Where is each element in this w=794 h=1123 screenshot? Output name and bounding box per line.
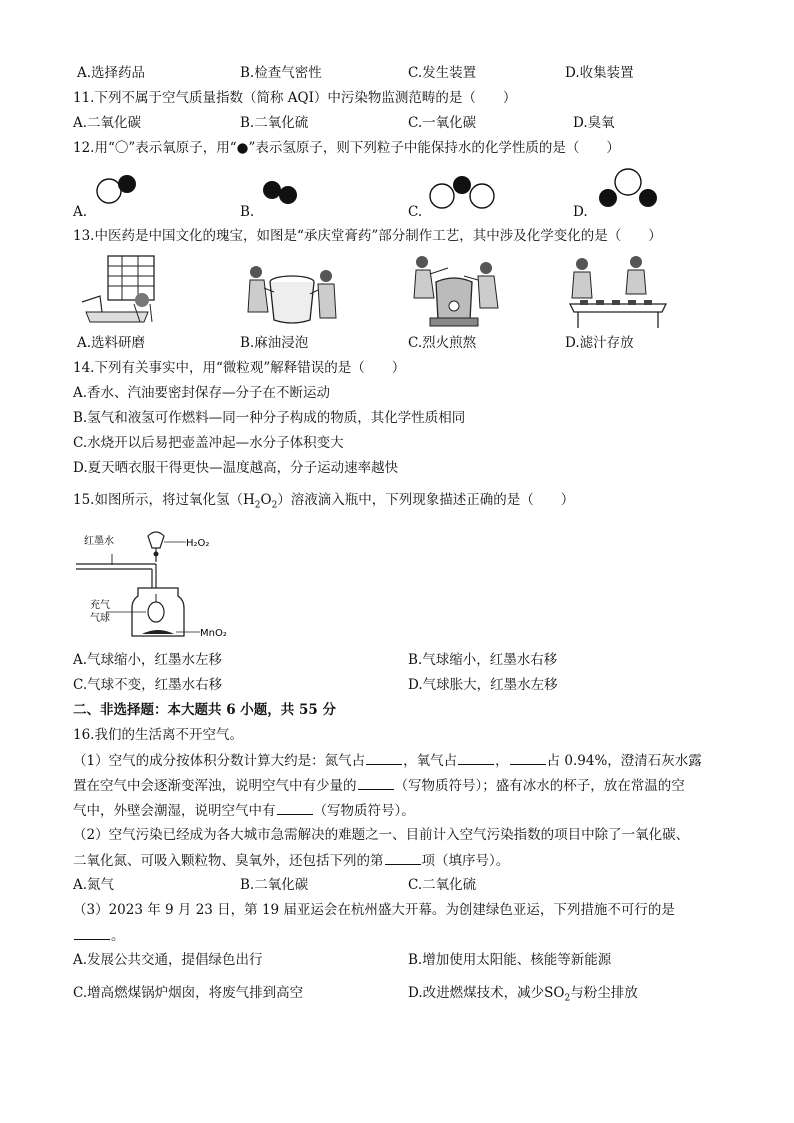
- q16-p1-text-g: 气中，外壁会潮湿，说明空气中有: [73, 803, 276, 819]
- answer-blank[interactable]: [385, 851, 421, 865]
- q12-molecule-b: [258, 174, 308, 210]
- q13-option-d: D.滤汁存放: [565, 335, 634, 351]
- q16-p1-text-a: （1）空气的成分按体积分数计算大约是：氮气占: [73, 753, 366, 769]
- q15-option-d: D.气球胀大，红墨水左移: [408, 677, 558, 693]
- q15-formula-h: H: [242, 492, 255, 508]
- q14-stem: 14.下列有关事实中，用“微粒观”解释错误的是（ ）: [73, 360, 406, 376]
- q12-letter-a: A.: [73, 204, 88, 220]
- q13-option-a: A.选料研磨: [77, 335, 146, 351]
- q16-part2-line1: （2）空气污染已经成为各大城市急需解决的难题之一、目前计入空气污染指数的项目中除了一氧化碳、: [73, 827, 690, 843]
- answer-blank[interactable]: [358, 776, 394, 790]
- q13-image-filtering: [566, 252, 670, 332]
- q16-p2-option-a: A.氮气: [73, 877, 115, 893]
- q13-stem: 13.中医药是中国文化的瑰宝，如图是“承庆堂膏药”部分制作工艺，其中涉及化学变化的是（ ）: [73, 228, 662, 244]
- q16-p1-text-d: 占 0.94%，澄清石灰水露: [546, 753, 702, 769]
- answer-blank[interactable]: [366, 751, 402, 765]
- q16-p3-formula-sub: 2: [564, 993, 571, 1004]
- q11-option-b: B.二氧化硫: [240, 115, 309, 131]
- q12-letter-b: B.: [240, 204, 255, 220]
- q16-p1-text-f: （写物质符号）；盛有冰水的杯子，放在常温的空: [394, 778, 685, 794]
- q13-image-grinding: [78, 252, 168, 332]
- q10-options-row: [73, 64, 733, 82]
- q16-part2-options-row: [73, 876, 733, 894]
- q16-p1-text-h: （写物质符号）。: [313, 803, 415, 819]
- q15-option-a: A.气球缩小，红墨水左移: [73, 652, 223, 668]
- q12-letter-c: C.: [408, 204, 423, 220]
- q15-stem: [73, 491, 574, 515]
- q15-label-red-ink: 红墨水: [84, 536, 114, 547]
- q14-option-d: D.夏天晒衣服干得更快—温度越高，分子运动速率越快: [73, 460, 399, 476]
- q12-stem: 12.用“〇”表示氧原子，用“●”表示氢原子，则下列粒子中能保持水的化学性质的是（ ）: [73, 140, 620, 156]
- q13-options-row: [73, 334, 733, 352]
- q16-p3-option-a: A.发展公共交通，提倡绿色出行: [73, 952, 263, 968]
- q15-stem-after: ）溶液滴入瓶中，下列现象描述正确的是（ ）: [277, 492, 575, 508]
- q16-p1-text-e: 置在空气中会逐渐变浑浊，说明空气中有少量的: [73, 778, 357, 794]
- q16-part1-line2: [73, 776, 685, 795]
- q13-option-c: C.烈火煎熬: [408, 335, 477, 351]
- q15-stem-before: 15.如图所示，将过氧化氢（: [73, 492, 243, 508]
- q15-formula-sub2: 2: [271, 500, 278, 511]
- q12-molecule-c: [428, 172, 500, 212]
- q16-p3-text-end: 。: [111, 928, 125, 944]
- q11-options-row: [73, 114, 733, 132]
- answer-blank[interactable]: [458, 751, 494, 765]
- q11-stem: 11.下列不属于空气质量指数（简称 AQI）中污染物监测范畴的是（ ）: [73, 90, 517, 106]
- q15-apparatus-figure: [76, 524, 246, 644]
- q12-molecule-d: [596, 166, 662, 212]
- q15-label-balloon-1: 充气: [90, 600, 110, 611]
- q16-p3-option-d: [408, 984, 638, 1008]
- q14-option-a: A.香水、汽油要密封保存—分子在不断运动: [73, 385, 331, 401]
- q10-option-c: C.发生装置: [408, 65, 477, 81]
- answer-blank[interactable]: [74, 926, 110, 940]
- q14-option-c: C.水烧开以后易把壶盖冲起—水分子体积变大: [73, 435, 344, 451]
- q12-letter-d: D.: [573, 204, 588, 220]
- q14-option-b: B.氢气和液氢可作燃料—同一种分子构成的物质，其化学性质相同: [73, 410, 466, 426]
- q16-p1-text-c: ，: [495, 753, 509, 769]
- q16-part2-line2: [73, 851, 509, 870]
- q15-label-h2o2: H₂O₂: [186, 538, 210, 549]
- q15-formula-sub1: 2: [254, 500, 261, 511]
- q15-formula-o: O: [260, 492, 272, 508]
- q12-molecule-a: [94, 170, 144, 206]
- answer-blank[interactable]: [510, 751, 546, 765]
- q16-p2-text-b: 项（填序号）。: [421, 853, 510, 869]
- q16-p2-option-c: C.二氧化硫: [408, 877, 477, 893]
- q16-part1-line3: [73, 801, 415, 820]
- q16-part3-line1: （3）2023 年 9 月 23 日，第 19 届亚运会在杭州盛大开幕。为创建绿色亚运，下列措施不可行的是: [73, 902, 675, 918]
- q15-formula: [242, 492, 278, 511]
- answer-blank[interactable]: [277, 801, 313, 815]
- q11-option-a: A.二氧化碳: [73, 115, 142, 131]
- q10-option-d: D.收集装置: [565, 65, 634, 81]
- q15-label-mno2: MnO₂: [200, 628, 227, 639]
- q15-option-c: C.气球不变，红墨水右移: [73, 677, 223, 693]
- q11-option-c: C.一氧化碳: [408, 115, 477, 131]
- q16-p1-text-b: ，氧气占: [403, 753, 458, 769]
- q10-option-a: A.选择药品: [77, 65, 146, 81]
- q16-p3-formula-so: SO: [544, 985, 565, 1001]
- q16-p3-option-d-tail: 与粉尘排放: [570, 985, 638, 1001]
- q13-image-boiling: [408, 248, 508, 332]
- q16-p3-option-d-text: D.改进燃煤技术，减少: [408, 985, 545, 1001]
- q16-part1-line1: [73, 751, 702, 770]
- q16-p2-text-a: 二氧化氮、可吸入颗粒物、臭氧外，还包括下列的第: [73, 853, 384, 869]
- q15-option-b: B.气球缩小，红墨水右移: [408, 652, 558, 668]
- q13-image-soaking: [240, 252, 340, 332]
- q16-p3-option-b: B.增加使用太阳能、核能等新能源: [408, 952, 612, 968]
- q16-stem: 16.我们的生活离不开空气。: [73, 727, 243, 743]
- q10-option-b: B.检查气密性: [240, 65, 322, 81]
- section2-heading: 二、非选择题：本大题共 6 小题，共 55 分: [73, 702, 336, 718]
- q13-option-b: B.麻油浸泡: [240, 335, 309, 351]
- q16-part3-line2: [73, 926, 125, 945]
- q11-option-d: D.臭氧: [573, 115, 615, 131]
- q16-p2-option-b: B.二氧化碳: [240, 877, 309, 893]
- q16-p3-option-c: C.增高燃煤锅炉烟囱，将废气排到高空: [73, 985, 304, 1001]
- q15-label-balloon-2: 气球: [90, 613, 110, 624]
